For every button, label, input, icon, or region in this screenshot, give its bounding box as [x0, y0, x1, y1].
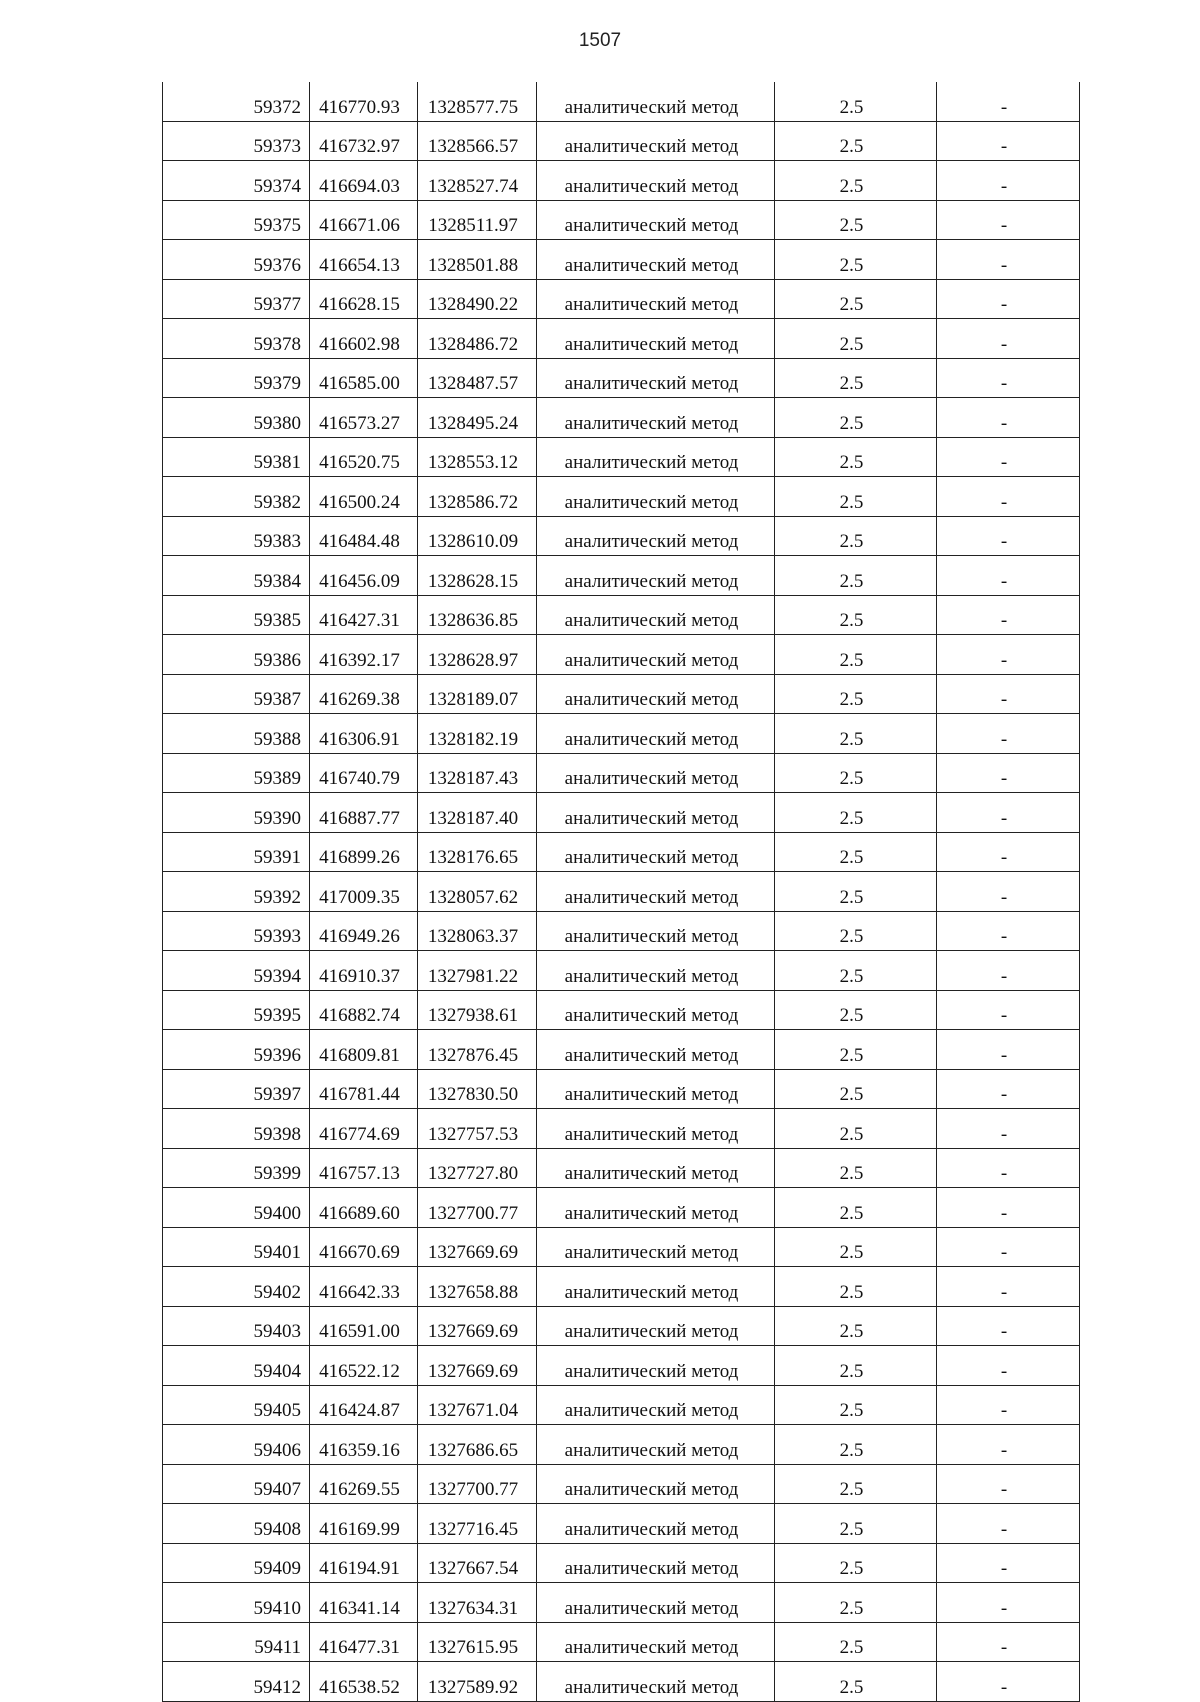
y-coordinate-cell: 1328628.97 — [418, 635, 537, 675]
note-cell: - — [937, 1622, 1080, 1662]
note-cell: - — [937, 951, 1080, 991]
y-coordinate-cell: 1328511.97 — [418, 200, 537, 240]
y-coordinate-cell: 1327938.61 — [418, 990, 537, 1030]
accuracy-cell: 2.5 — [775, 1464, 937, 1504]
y-coordinate-cell: 1328176.65 — [418, 832, 537, 872]
x-coordinate-cell: 416899.26 — [310, 832, 418, 872]
table-row — [163, 82, 1080, 121]
x-coordinate-cell: 416169.99 — [310, 1504, 418, 1544]
note-cell: - — [937, 872, 1080, 912]
method-cell: аналитический метод — [537, 82, 775, 121]
x-coordinate-cell: 416477.31 — [310, 1622, 418, 1662]
point-number-cell: 59402 — [163, 1267, 310, 1307]
point-number-cell: 59406 — [163, 1425, 310, 1465]
accuracy-cell: 2.5 — [775, 398, 937, 438]
table-row — [163, 832, 1080, 872]
point-number-cell: 59382 — [163, 477, 310, 517]
y-coordinate-cell: 1327615.95 — [418, 1622, 537, 1662]
method-cell: аналитический метод — [537, 240, 775, 280]
table-row — [163, 516, 1080, 556]
point-number-cell: 59411 — [163, 1622, 310, 1662]
x-coordinate-cell: 416671.06 — [310, 200, 418, 240]
table-row — [163, 1306, 1080, 1346]
method-cell: аналитический метод — [537, 1385, 775, 1425]
x-coordinate-cell: 416910.37 — [310, 951, 418, 991]
accuracy-cell: 2.5 — [775, 872, 937, 912]
x-coordinate-cell: 416520.75 — [310, 437, 418, 477]
x-coordinate-cell: 416359.16 — [310, 1425, 418, 1465]
point-number-cell: 59373 — [163, 121, 310, 161]
note-cell: - — [937, 1109, 1080, 1149]
x-coordinate-cell: 416694.03 — [310, 161, 418, 201]
table-row — [163, 556, 1080, 596]
y-coordinate-cell: 1327686.65 — [418, 1425, 537, 1465]
note-cell: - — [937, 1306, 1080, 1346]
method-cell: аналитический метод — [537, 872, 775, 912]
accuracy-cell: 2.5 — [775, 1069, 937, 1109]
x-coordinate-cell: 416341.14 — [310, 1583, 418, 1623]
point-number-cell: 59393 — [163, 911, 310, 951]
method-cell: аналитический метод — [537, 714, 775, 754]
note-cell: - — [937, 1425, 1080, 1465]
method-cell: аналитический метод — [537, 1109, 775, 1149]
method-cell: аналитический метод — [537, 1425, 775, 1465]
y-coordinate-cell: 1328495.24 — [418, 398, 537, 438]
y-coordinate-cell: 1328577.75 — [418, 82, 537, 121]
y-coordinate-cell: 1328057.62 — [418, 872, 537, 912]
method-cell: аналитический метод — [537, 1504, 775, 1544]
note-cell: - — [937, 753, 1080, 793]
table-row — [163, 1504, 1080, 1544]
method-cell: аналитический метод — [537, 358, 775, 398]
point-number-cell: 59387 — [163, 674, 310, 714]
y-coordinate-cell: 1327876.45 — [418, 1030, 537, 1070]
note-cell: - — [937, 1385, 1080, 1425]
note-cell: - — [937, 358, 1080, 398]
y-coordinate-cell: 1328628.15 — [418, 556, 537, 596]
point-number-cell: 59378 — [163, 319, 310, 359]
method-cell: аналитический метод — [537, 161, 775, 201]
accuracy-cell: 2.5 — [775, 1543, 937, 1583]
y-coordinate-cell: 1327830.50 — [418, 1069, 537, 1109]
method-cell: аналитический метод — [537, 1306, 775, 1346]
x-coordinate-cell: 416538.52 — [310, 1662, 418, 1702]
x-coordinate-cell: 416591.00 — [310, 1306, 418, 1346]
x-coordinate-cell: 416306.91 — [310, 714, 418, 754]
note-cell: - — [937, 1662, 1080, 1702]
note-cell: - — [937, 714, 1080, 754]
y-coordinate-cell: 1328490.22 — [418, 279, 537, 319]
accuracy-cell: 2.5 — [775, 1662, 937, 1702]
x-coordinate-cell: 416585.00 — [310, 358, 418, 398]
note-cell: - — [937, 1346, 1080, 1386]
y-coordinate-cell: 1328486.72 — [418, 319, 537, 359]
accuracy-cell: 2.5 — [775, 1188, 937, 1228]
accuracy-cell: 2.5 — [775, 1622, 937, 1662]
table-row — [163, 1030, 1080, 1070]
accuracy-cell: 2.5 — [775, 674, 937, 714]
point-number-cell: 59385 — [163, 595, 310, 635]
accuracy-cell: 2.5 — [775, 1385, 937, 1425]
y-coordinate-cell: 1328610.09 — [418, 516, 537, 556]
point-number-cell: 59412 — [163, 1662, 310, 1702]
x-coordinate-cell: 416732.97 — [310, 121, 418, 161]
x-coordinate-cell: 416770.93 — [310, 82, 418, 121]
note-cell: - — [937, 1069, 1080, 1109]
y-coordinate-cell: 1328187.40 — [418, 793, 537, 833]
table-row — [163, 279, 1080, 319]
table-row — [163, 1148, 1080, 1188]
accuracy-cell: 2.5 — [775, 1030, 937, 1070]
point-number-cell: 59386 — [163, 635, 310, 675]
y-coordinate-cell: 1327669.69 — [418, 1227, 537, 1267]
table-row — [163, 1267, 1080, 1307]
method-cell: аналитический метод — [537, 1464, 775, 1504]
point-number-cell: 59403 — [163, 1306, 310, 1346]
method-cell: аналитический метод — [537, 595, 775, 635]
point-number-cell: 59374 — [163, 161, 310, 201]
x-coordinate-cell: 416484.48 — [310, 516, 418, 556]
note-cell: - — [937, 240, 1080, 280]
note-cell: - — [937, 1148, 1080, 1188]
table-row — [163, 319, 1080, 359]
table-row — [163, 1069, 1080, 1109]
accuracy-cell: 2.5 — [775, 714, 937, 754]
table-row — [163, 793, 1080, 833]
method-cell: аналитический метод — [537, 1662, 775, 1702]
x-coordinate-cell: 416269.55 — [310, 1464, 418, 1504]
coordinates-table-body — [163, 82, 1080, 1701]
accuracy-cell: 2.5 — [775, 1306, 937, 1346]
y-coordinate-cell: 1328553.12 — [418, 437, 537, 477]
method-cell: аналитический метод — [537, 1583, 775, 1623]
x-coordinate-cell: 416392.17 — [310, 635, 418, 675]
accuracy-cell: 2.5 — [775, 161, 937, 201]
method-cell: аналитический метод — [537, 121, 775, 161]
point-number-cell: 59397 — [163, 1069, 310, 1109]
table-row — [163, 872, 1080, 912]
table-row — [163, 161, 1080, 201]
point-number-cell: 59394 — [163, 951, 310, 991]
x-coordinate-cell: 416500.24 — [310, 477, 418, 517]
note-cell: - — [937, 1267, 1080, 1307]
y-coordinate-cell: 1327981.22 — [418, 951, 537, 991]
note-cell: - — [937, 516, 1080, 556]
point-number-cell: 59405 — [163, 1385, 310, 1425]
y-coordinate-cell: 1328566.57 — [418, 121, 537, 161]
method-cell: аналитический метод — [537, 516, 775, 556]
point-number-cell: 59396 — [163, 1030, 310, 1070]
accuracy-cell: 2.5 — [775, 82, 937, 121]
table-row — [163, 1109, 1080, 1149]
note-cell: - — [937, 200, 1080, 240]
table-row — [163, 1188, 1080, 1228]
note-cell: - — [937, 1464, 1080, 1504]
accuracy-cell: 2.5 — [775, 753, 937, 793]
point-number-cell: 59399 — [163, 1148, 310, 1188]
method-cell: аналитический метод — [537, 556, 775, 596]
note-cell: - — [937, 1188, 1080, 1228]
accuracy-cell: 2.5 — [775, 121, 937, 161]
accuracy-cell: 2.5 — [775, 1148, 937, 1188]
y-coordinate-cell: 1327671.04 — [418, 1385, 537, 1425]
accuracy-cell: 2.5 — [775, 1346, 937, 1386]
note-cell: - — [937, 279, 1080, 319]
x-coordinate-cell: 416740.79 — [310, 753, 418, 793]
x-coordinate-cell: 416654.13 — [310, 240, 418, 280]
table-row — [163, 358, 1080, 398]
y-coordinate-cell: 1328187.43 — [418, 753, 537, 793]
point-number-cell: 59375 — [163, 200, 310, 240]
point-number-cell: 59408 — [163, 1504, 310, 1544]
y-coordinate-cell: 1328189.07 — [418, 674, 537, 714]
accuracy-cell: 2.5 — [775, 635, 937, 675]
table-row — [163, 753, 1080, 793]
y-coordinate-cell: 1327700.77 — [418, 1464, 537, 1504]
method-cell: аналитический метод — [537, 437, 775, 477]
table-row — [163, 437, 1080, 477]
point-number-cell: 59410 — [163, 1583, 310, 1623]
point-number-cell: 59400 — [163, 1188, 310, 1228]
y-coordinate-cell: 1328636.85 — [418, 595, 537, 635]
x-coordinate-cell: 416573.27 — [310, 398, 418, 438]
y-coordinate-cell: 1327716.45 — [418, 1504, 537, 1544]
point-number-cell: 59380 — [163, 398, 310, 438]
x-coordinate-cell: 416427.31 — [310, 595, 418, 635]
table-row — [163, 1543, 1080, 1583]
accuracy-cell: 2.5 — [775, 793, 937, 833]
method-cell: аналитический метод — [537, 674, 775, 714]
y-coordinate-cell: 1327727.80 — [418, 1148, 537, 1188]
x-coordinate-cell: 416628.15 — [310, 279, 418, 319]
note-cell: - — [937, 556, 1080, 596]
method-cell: аналитический метод — [537, 951, 775, 991]
accuracy-cell: 2.5 — [775, 1425, 937, 1465]
y-coordinate-cell: 1328586.72 — [418, 477, 537, 517]
note-cell: - — [937, 793, 1080, 833]
table-row — [163, 714, 1080, 754]
x-coordinate-cell: 416757.13 — [310, 1148, 418, 1188]
note-cell: - — [937, 990, 1080, 1030]
accuracy-cell: 2.5 — [775, 279, 937, 319]
point-number-cell: 59384 — [163, 556, 310, 596]
y-coordinate-cell: 1328501.88 — [418, 240, 537, 280]
x-coordinate-cell: 416194.91 — [310, 1543, 418, 1583]
method-cell: аналитический метод — [537, 793, 775, 833]
accuracy-cell: 2.5 — [775, 595, 937, 635]
y-coordinate-cell: 1328527.74 — [418, 161, 537, 201]
x-coordinate-cell: 416456.09 — [310, 556, 418, 596]
note-cell: - — [937, 1543, 1080, 1583]
table-row — [163, 911, 1080, 951]
x-coordinate-cell: 416882.74 — [310, 990, 418, 1030]
method-cell: аналитический метод — [537, 279, 775, 319]
accuracy-cell: 2.5 — [775, 477, 937, 517]
table-row — [163, 674, 1080, 714]
accuracy-cell: 2.5 — [775, 200, 937, 240]
accuracy-cell: 2.5 — [775, 951, 937, 991]
method-cell: аналитический метод — [537, 1346, 775, 1386]
x-coordinate-cell: 416602.98 — [310, 319, 418, 359]
accuracy-cell: 2.5 — [775, 990, 937, 1030]
note-cell: - — [937, 82, 1080, 121]
point-number-cell: 59377 — [163, 279, 310, 319]
point-number-cell: 59407 — [163, 1464, 310, 1504]
table-row — [163, 1346, 1080, 1386]
accuracy-cell: 2.5 — [775, 516, 937, 556]
accuracy-cell: 2.5 — [775, 437, 937, 477]
point-number-cell: 59398 — [163, 1109, 310, 1149]
note-cell: - — [937, 1030, 1080, 1070]
x-coordinate-cell: 416809.81 — [310, 1030, 418, 1070]
accuracy-cell: 2.5 — [775, 358, 937, 398]
point-number-cell: 59392 — [163, 872, 310, 912]
note-cell: - — [937, 674, 1080, 714]
table-row — [163, 477, 1080, 517]
accuracy-cell: 2.5 — [775, 1583, 937, 1623]
table-row — [163, 1622, 1080, 1662]
x-coordinate-cell: 416774.69 — [310, 1109, 418, 1149]
method-cell: аналитический метод — [537, 753, 775, 793]
x-coordinate-cell: 416781.44 — [310, 1069, 418, 1109]
note-cell: - — [937, 635, 1080, 675]
point-number-cell: 59381 — [163, 437, 310, 477]
point-number-cell: 59409 — [163, 1543, 310, 1583]
page-number: 1507 — [578, 30, 622, 51]
x-coordinate-cell: 416642.33 — [310, 1267, 418, 1307]
x-coordinate-cell: 416424.87 — [310, 1385, 418, 1425]
note-cell: - — [937, 911, 1080, 951]
table-row — [163, 398, 1080, 438]
accuracy-cell: 2.5 — [775, 1267, 937, 1307]
method-cell: аналитический метод — [537, 319, 775, 359]
method-cell: аналитический метод — [537, 832, 775, 872]
method-cell: аналитический метод — [537, 1543, 775, 1583]
table-row — [163, 951, 1080, 991]
note-cell: - — [937, 832, 1080, 872]
accuracy-cell: 2.5 — [775, 240, 937, 280]
note-cell: - — [937, 319, 1080, 359]
point-number-cell: 59372 — [163, 82, 310, 121]
note-cell: - — [937, 121, 1080, 161]
table-row — [163, 200, 1080, 240]
table-row — [163, 1227, 1080, 1267]
y-coordinate-cell: 1328487.57 — [418, 358, 537, 398]
point-number-cell: 59390 — [163, 793, 310, 833]
y-coordinate-cell: 1327589.92 — [418, 1662, 537, 1702]
table-row — [163, 121, 1080, 161]
table-row — [163, 635, 1080, 675]
y-coordinate-cell: 1328063.37 — [418, 911, 537, 951]
coordinates-table — [162, 82, 1080, 1702]
table-row — [163, 1385, 1080, 1425]
y-coordinate-cell: 1328182.19 — [418, 714, 537, 754]
point-number-cell: 59401 — [163, 1227, 310, 1267]
x-coordinate-cell: 416670.69 — [310, 1227, 418, 1267]
table-row — [163, 1583, 1080, 1623]
method-cell: аналитический метод — [537, 200, 775, 240]
accuracy-cell: 2.5 — [775, 556, 937, 596]
note-cell: - — [937, 1504, 1080, 1544]
method-cell: аналитический метод — [537, 1148, 775, 1188]
method-cell: аналитический метод — [537, 1227, 775, 1267]
point-number-cell: 59376 — [163, 240, 310, 280]
y-coordinate-cell: 1327669.69 — [418, 1346, 537, 1386]
y-coordinate-cell: 1327700.77 — [418, 1188, 537, 1228]
method-cell: аналитический метод — [537, 911, 775, 951]
point-number-cell: 59383 — [163, 516, 310, 556]
table-row — [163, 240, 1080, 280]
note-cell: - — [937, 437, 1080, 477]
point-number-cell: 59389 — [163, 753, 310, 793]
point-number-cell: 59388 — [163, 714, 310, 754]
table-row — [163, 1464, 1080, 1504]
note-cell: - — [937, 1227, 1080, 1267]
y-coordinate-cell: 1327667.54 — [418, 1543, 537, 1583]
method-cell: аналитический метод — [537, 1030, 775, 1070]
y-coordinate-cell: 1327757.53 — [418, 1109, 537, 1149]
method-cell: аналитический метод — [537, 990, 775, 1030]
x-coordinate-cell: 416887.77 — [310, 793, 418, 833]
y-coordinate-cell: 1327658.88 — [418, 1267, 537, 1307]
accuracy-cell: 2.5 — [775, 1504, 937, 1544]
accuracy-cell: 2.5 — [775, 1109, 937, 1149]
method-cell: аналитический метод — [537, 398, 775, 438]
method-cell: аналитический метод — [537, 1188, 775, 1228]
method-cell: аналитический метод — [537, 635, 775, 675]
point-number-cell: 59395 — [163, 990, 310, 1030]
method-cell: аналитический метод — [537, 1622, 775, 1662]
accuracy-cell: 2.5 — [775, 319, 937, 359]
x-coordinate-cell: 416949.26 — [310, 911, 418, 951]
point-number-cell: 59404 — [163, 1346, 310, 1386]
note-cell: - — [937, 398, 1080, 438]
table-row — [163, 595, 1080, 635]
point-number-cell: 59391 — [163, 832, 310, 872]
x-coordinate-cell: 416522.12 — [310, 1346, 418, 1386]
method-cell: аналитический метод — [537, 1069, 775, 1109]
note-cell: - — [937, 1583, 1080, 1623]
note-cell: - — [937, 477, 1080, 517]
accuracy-cell: 2.5 — [775, 1227, 937, 1267]
x-coordinate-cell: 416269.38 — [310, 674, 418, 714]
method-cell: аналитический метод — [537, 1267, 775, 1307]
table-row — [163, 1662, 1080, 1702]
y-coordinate-cell: 1327634.31 — [418, 1583, 537, 1623]
note-cell: - — [937, 595, 1080, 635]
accuracy-cell: 2.5 — [775, 911, 937, 951]
method-cell: аналитический метод — [537, 477, 775, 517]
x-coordinate-cell: 417009.35 — [310, 872, 418, 912]
y-coordinate-cell: 1327669.69 — [418, 1306, 537, 1346]
table-row — [163, 990, 1080, 1030]
accuracy-cell: 2.5 — [775, 832, 937, 872]
table-row — [163, 1425, 1080, 1465]
x-coordinate-cell: 416689.60 — [310, 1188, 418, 1228]
note-cell: - — [937, 161, 1080, 201]
point-number-cell: 59379 — [163, 358, 310, 398]
